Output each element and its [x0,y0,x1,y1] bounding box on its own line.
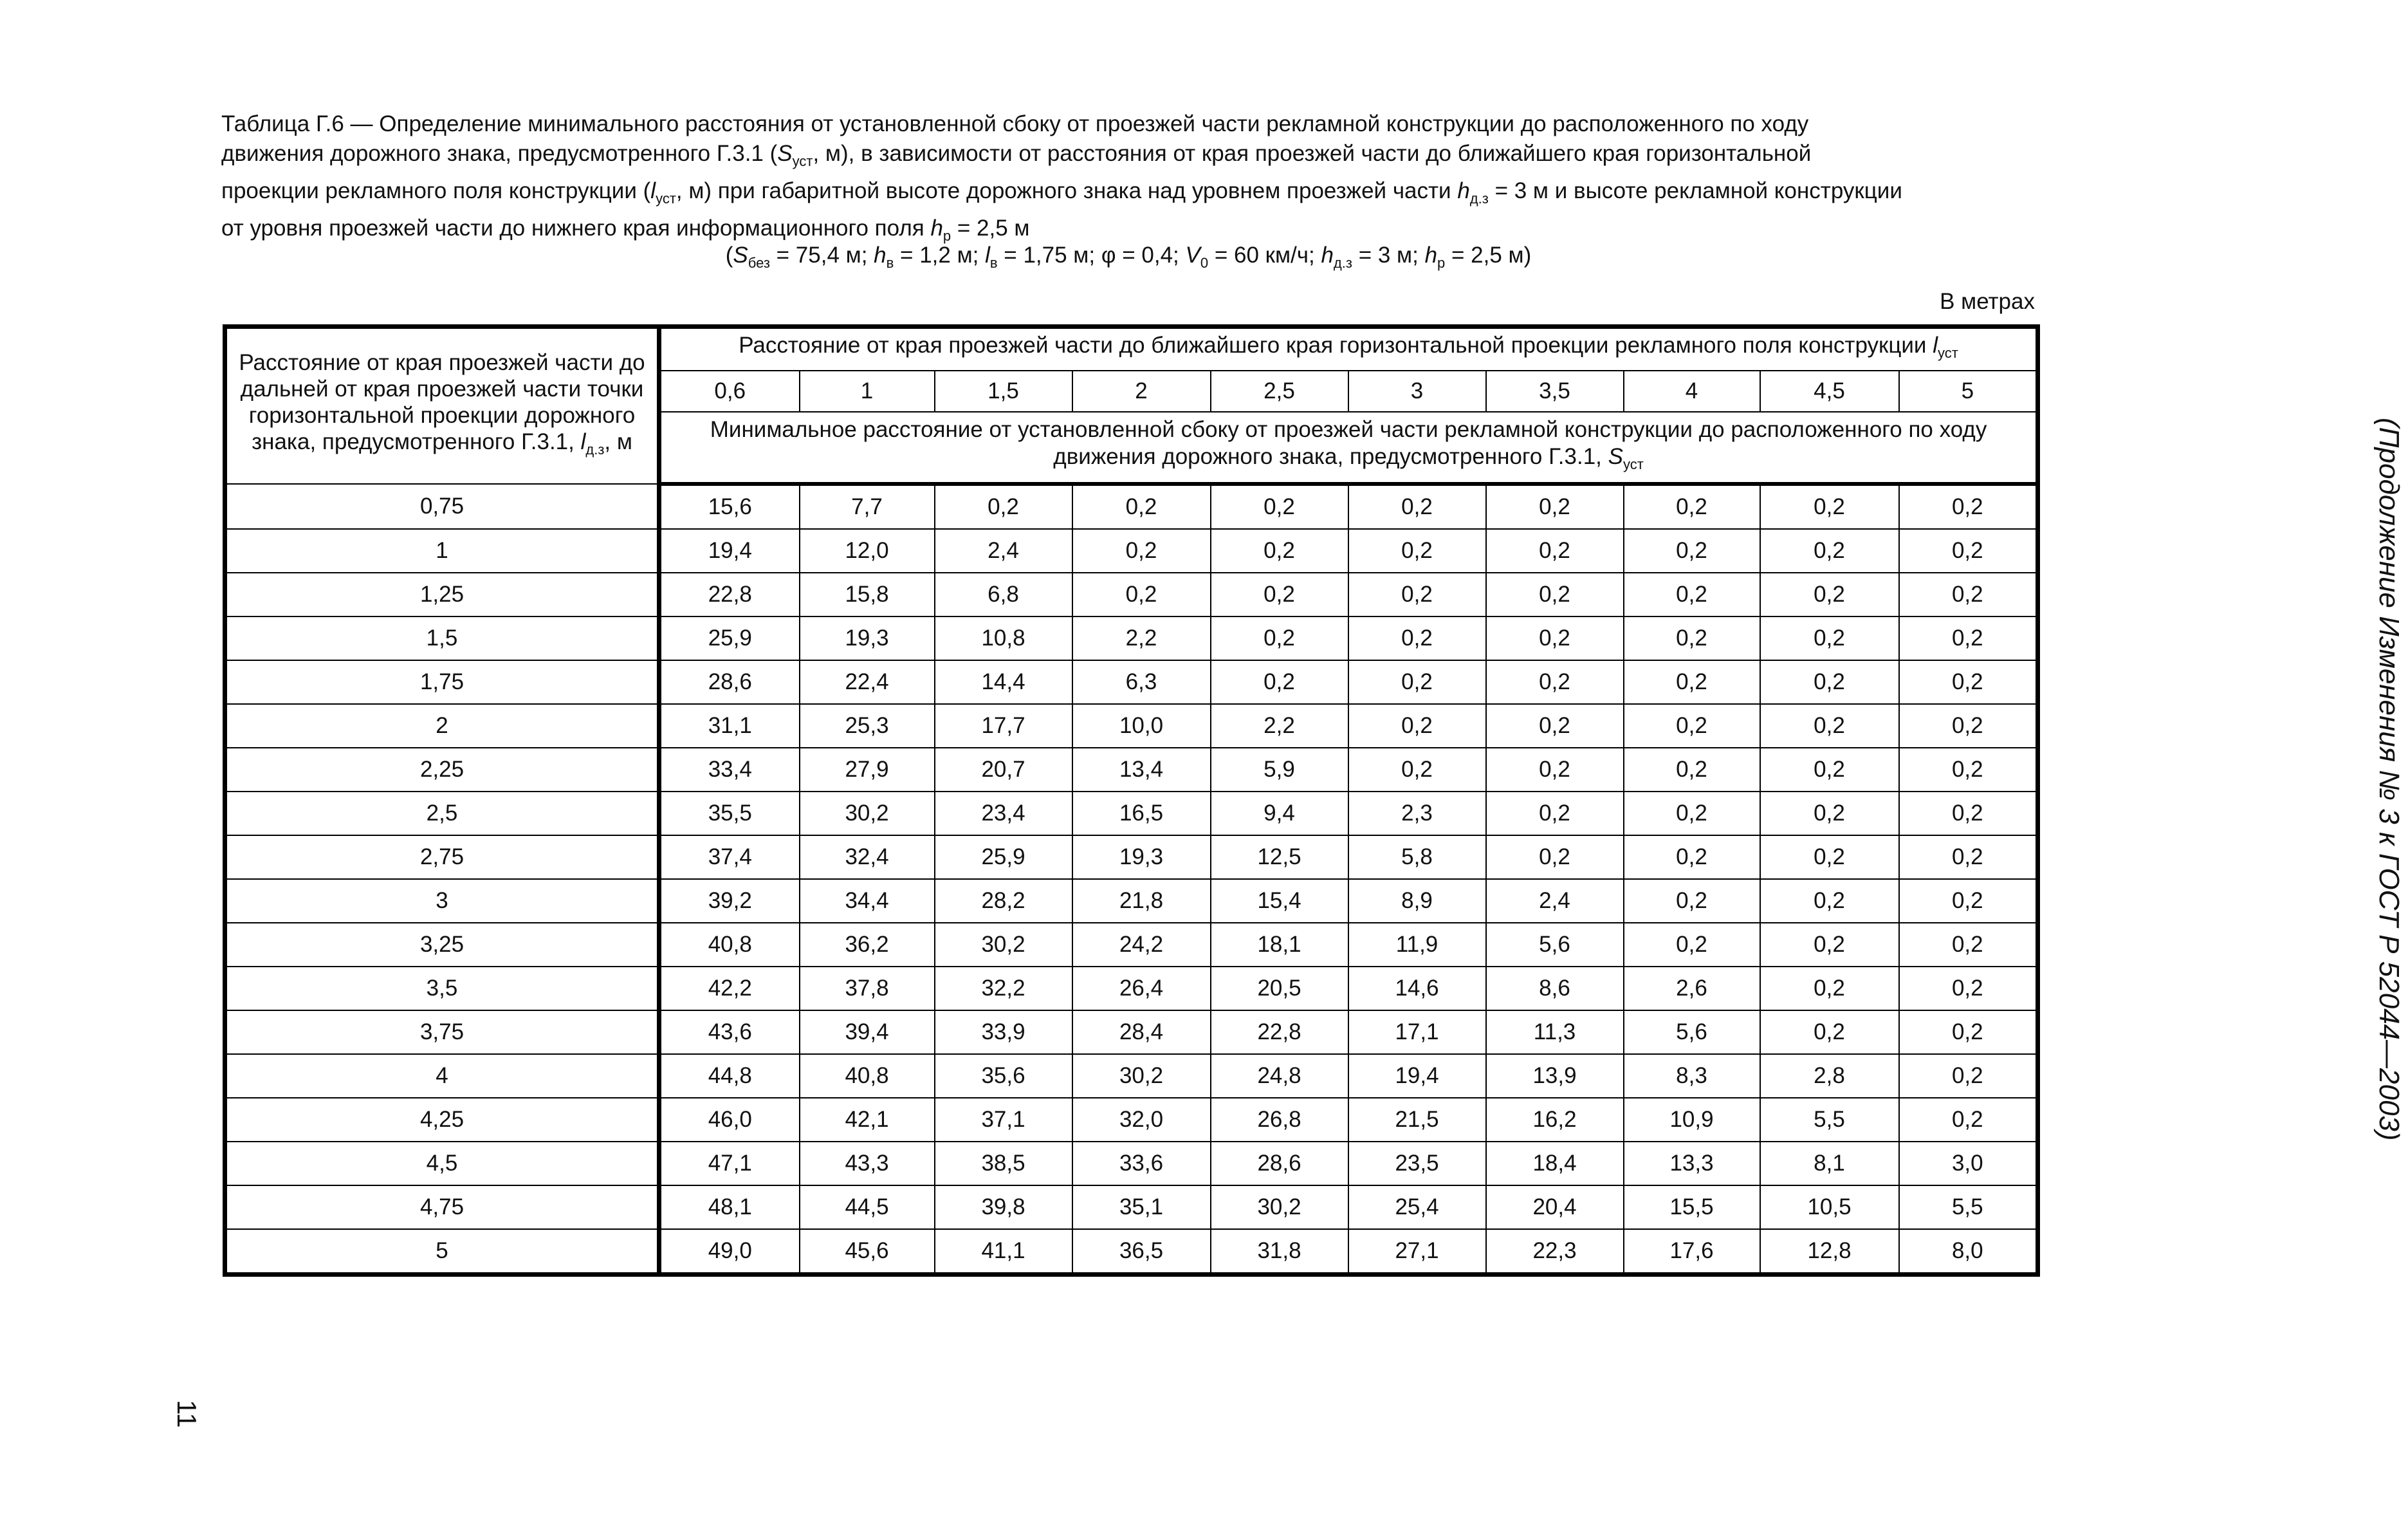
table-cell: 43,6 [659,1010,800,1054]
table-cell: 0,2 [1624,660,1760,704]
table-cell: 0,2 [1760,704,1899,748]
table-cell: 35,6 [935,1054,1072,1098]
table-cell: 33,6 [1072,1142,1211,1185]
table-cell: 0,2 [1899,879,2038,923]
row-label: 3,5 [225,967,659,1010]
table-cell: 30,2 [800,792,935,835]
caption-line-4: от уровня проезжей части до нижнего края информационного поля $h_р = 2,5$ м [221,216,1030,244]
column-header: 3 [1348,371,1486,412]
table-cell: 8,9 [1348,879,1486,923]
units-note: В метрах [1940,289,2035,314]
table-cell: 0,2 [1486,616,1624,660]
table-cell: 20,5 [1211,967,1348,1010]
row-label: 4 [225,1054,659,1098]
table-cell: 12,0 [800,529,935,573]
table-cell: 0,2 [1624,616,1760,660]
table-cell: 0,2 [1486,484,1624,529]
table-cell: 0,2 [1760,923,1899,967]
table-cell: 38,5 [935,1142,1072,1185]
distance-table [223,324,2040,1277]
row-label: 1,25 [225,573,659,616]
table-cell: 40,8 [659,923,800,967]
table-cell: 44,5 [800,1185,935,1229]
table-cell: 5,8 [1348,835,1486,879]
table-cell: 2,2 [1211,704,1348,748]
table-cell: 15,4 [1211,879,1348,923]
table-cell: 28,6 [1211,1142,1348,1185]
table-cell: 24,2 [1072,923,1211,967]
table-cell: 10,9 [1624,1098,1760,1142]
table-cell: 39,2 [659,879,800,923]
table-cell: 2,4 [1486,879,1624,923]
table-cell: 0,2 [1760,748,1899,792]
table-cell: 36,2 [800,923,935,967]
table-cell: 0,2 [1624,835,1760,879]
table-cell: 0,2 [1899,704,2038,748]
table-row [225,1054,2038,1098]
table-cell: 0,2 [1899,660,2038,704]
table-cell: 28,2 [935,879,1072,923]
table-cell: 0,2 [1348,573,1486,616]
table-cell: 5,5 [1760,1098,1899,1142]
row-label: 1,5 [225,616,659,660]
table-cell: 27,9 [800,748,935,792]
table-cell: 0,2 [1348,748,1486,792]
table-cell: 0,2 [1760,792,1899,835]
parameters-line: ($S_{без} = 75,4$ м; $h_в = 1,2$ м; $l_в = 1,75$ м; φ = 0,4; $V_0 = 60$ км/ч; $h_{д.з} = 3$ м; $h_р = 2,5$ м) [725,243,1532,271]
column-header: 1 [800,371,935,412]
table-cell: 31,1 [659,704,800,748]
row-label: 4,75 [225,1185,659,1229]
row-label: 0,75 [225,484,659,529]
table-cell: 0,2 [1348,484,1486,529]
table-cell: 0,2 [1624,748,1760,792]
table-cell: 37,8 [800,967,935,1010]
corner-header: Расстояние от края проезжей части до дальней от края проезжей части точки горизонтальной проекции дорожного знака, предусмотренного Г.3.1, $l_{д.з}$, м [225,327,659,485]
table-cell: 19,4 [1348,1054,1486,1098]
table-cell: 40,8 [800,1054,935,1098]
table-cell: 45,6 [800,1229,935,1275]
table-row [225,704,2038,748]
top-header: Расстояние от края проезжей части до ближайшего края горизонтальной проекции рекламного поля конструкции $l_{уст}$ [659,327,2038,371]
table-cell: 0,2 [1899,1054,2038,1098]
table-cell: 48,1 [659,1185,800,1229]
table-cell: 0,2 [1899,529,2038,573]
table-cell: 0,2 [1899,616,2038,660]
row-label: 1 [225,529,659,573]
table-cell: 22,3 [1486,1229,1624,1275]
table-cell: 37,4 [659,835,800,879]
caption-line-2: движения дорожного знака, предусмотренного Г.3.1 ($S_{уст}$, м), в зависимости от расстояния от края проезжей части до ближайшего края горизонтальной [221,141,1812,169]
table-cell: 0,2 [1486,573,1624,616]
table-cell: 35,5 [659,792,800,835]
table-cell: 0,2 [1899,923,2038,967]
table-cell: 33,9 [935,1010,1072,1054]
table-cell: 0,2 [1899,573,2038,616]
table-row [225,573,2038,616]
table-cell: 0,2 [1211,616,1348,660]
table-cell: 0,2 [1760,879,1899,923]
table-cell: 6,3 [1072,660,1211,704]
table-cell: 0,2 [1211,573,1348,616]
table-cell: 0,2 [1624,923,1760,967]
table-cell: 0,2 [1348,529,1486,573]
table-cell: 16,2 [1486,1098,1624,1142]
table-cell: 10,8 [935,616,1072,660]
table-cell: 0,2 [1899,1010,2038,1054]
table-cell: 0,2 [1486,792,1624,835]
table-cell: 5,6 [1624,1010,1760,1054]
row-label: 1,75 [225,660,659,704]
column-header: 2,5 [1211,371,1348,412]
table-cell: 31,8 [1211,1229,1348,1275]
table-cell: 14,4 [935,660,1072,704]
table-cell: 0,2 [1624,704,1760,748]
table-cell: 18,1 [1211,923,1348,967]
table-cell: 0,2 [1486,660,1624,704]
table-cell: 30,2 [935,923,1072,967]
table-cell: 39,4 [800,1010,935,1054]
table-cell: 23,4 [935,792,1072,835]
caption-line-1: Таблица Г.6 — Определение минимального расстояния от установленной сбоку от проезжей части рекламной конструкции до расположенного по ходу [221,111,1809,136]
table-cell: 25,3 [800,704,935,748]
table-cell: 13,4 [1072,748,1211,792]
table-cell: 22,8 [659,573,800,616]
table-cell: 5,9 [1211,748,1348,792]
table-cell: 26,8 [1211,1098,1348,1142]
table-row [225,835,2038,879]
table-cell: 25,9 [935,835,1072,879]
table-cell: 24,8 [1211,1054,1348,1098]
table-cell: 14,6 [1348,967,1486,1010]
table-cell: 39,8 [935,1185,1072,1229]
table-cell: 16,5 [1072,792,1211,835]
table-cell: 0,2 [1486,704,1624,748]
table-cell: 25,9 [659,616,800,660]
table-row [225,616,2038,660]
table-cell: 19,3 [1072,835,1211,879]
table-cell: 42,2 [659,967,800,1010]
table-cell: 0,2 [1486,748,1624,792]
table-row [225,529,2038,573]
table-cell: 17,1 [1348,1010,1486,1054]
table-cell: 15,5 [1624,1185,1760,1229]
table-cell: 37,1 [935,1098,1072,1142]
table-cell: 30,2 [1211,1185,1348,1229]
row-label: 5 [225,1229,659,1275]
row-label: 2 [225,704,659,748]
table-cell: 33,4 [659,748,800,792]
table-cell: 21,8 [1072,879,1211,923]
table-cell: 9,4 [1211,792,1348,835]
table-row [225,923,2038,967]
column-header: 4 [1624,371,1760,412]
table-cell: 2,8 [1760,1054,1899,1098]
table-cell: 28,6 [659,660,800,704]
table-cell: 0,2 [1348,660,1486,704]
column-header: 5 [1899,371,2038,412]
table-row [225,879,2038,923]
side-title: (Продолжение Изменения № 3 к ГОСТ Р 52044—2003) [2373,418,2405,1141]
table-cell: 0,2 [1899,748,2038,792]
table-cell: 8,3 [1624,1054,1760,1098]
table-cell: 0,2 [1899,1098,2038,1142]
table-cell: 0,2 [1072,529,1211,573]
table-cell: 11,3 [1486,1010,1624,1054]
table-cell: 0,2 [1348,616,1486,660]
table-cell: 5,6 [1486,923,1624,967]
table-cell: 35,1 [1072,1185,1211,1229]
table-cell: 8,1 [1760,1142,1899,1185]
table-caption [221,109,2036,251]
table-cell: 0,2 [1899,835,2038,879]
table-cell: 0,2 [1486,835,1624,879]
table-cell: 26,4 [1072,967,1211,1010]
caption-line-3: проекции рекламного поля конструкции ($l_{уст}$, м) при габаритной высоте дорожного знака над уровнем проезжей части $h_{д.з} = 3$ м и высоте рекламной конструкции [221,178,1902,207]
table-body [225,484,2038,1275]
table-cell: 32,4 [800,835,935,879]
table-cell: 30,2 [1072,1054,1211,1098]
table-cell: 19,3 [800,616,935,660]
table-cell: 46,0 [659,1098,800,1142]
table-cell: 0,2 [1072,573,1211,616]
sub-header: Минимальное расстояние от установленной сбоку от проезжей части рекламной конструкции до расположенного по ходу движения дорожного знака, предусмотренного Г.3.1, $S_{уст}$ [659,412,2038,484]
table-cell: 0,2 [1760,835,1899,879]
table-cell: 32,2 [935,967,1072,1010]
row-label: 2,25 [225,748,659,792]
table-cell: 0,2 [1760,484,1899,529]
table-cell: 0,2 [1760,1010,1899,1054]
table-cell: 5,5 [1899,1185,2038,1229]
table-cell: 49,0 [659,1229,800,1275]
table-cell: 43,3 [800,1142,935,1185]
table-cell: 0,2 [935,484,1072,529]
table-cell: 0,2 [1899,967,2038,1010]
table-cell: 28,4 [1072,1010,1211,1054]
table-row [225,748,2038,792]
column-header: 1,5 [935,371,1072,412]
table-cell: 0,2 [1760,616,1899,660]
table-row [225,1098,2038,1142]
table-cell: 17,7 [935,704,1072,748]
table-cell: 0,2 [1624,573,1760,616]
row-label: 2,5 [225,792,659,835]
table-cell: 18,4 [1486,1142,1624,1185]
table-cell: 32,0 [1072,1098,1211,1142]
table-cell: 0,2 [1624,529,1760,573]
table-cell: 0,2 [1072,484,1211,529]
table-cell: 0,2 [1486,529,1624,573]
table-cell: 6,8 [935,573,1072,616]
table-cell: 11,9 [1348,923,1486,967]
table-cell: 22,8 [1211,1010,1348,1054]
table-cell: 12,8 [1760,1229,1899,1275]
column-header: 2 [1072,371,1211,412]
table-cell: 13,3 [1624,1142,1760,1185]
table-cell: 23,5 [1348,1142,1486,1185]
page-number: 11 [172,1400,202,1428]
table-cell: 0,2 [1760,529,1899,573]
table-row [225,484,2038,529]
table-cell: 0,2 [1624,484,1760,529]
table-cell: 20,4 [1486,1185,1624,1229]
row-label: 4,25 [225,1098,659,1142]
table-row [225,792,2038,835]
column-header: 4,5 [1760,371,1899,412]
table-cell: 0,2 [1211,660,1348,704]
row-label: 3,75 [225,1010,659,1054]
table-cell: 12,5 [1211,835,1348,879]
table-cell: 21,5 [1348,1098,1486,1142]
table-cell: 27,1 [1348,1229,1486,1275]
table-cell: 0,2 [1348,704,1486,748]
table-cell: 15,6 [659,484,800,529]
table-row [225,1229,2038,1275]
table-cell: 47,1 [659,1142,800,1185]
table-cell: 10,0 [1072,704,1211,748]
table-row [225,1142,2038,1185]
table-cell: 41,1 [935,1229,1072,1275]
row-label: 3,25 [225,923,659,967]
table-cell: 0,2 [1899,792,2038,835]
table-cell: 2,6 [1624,967,1760,1010]
table-cell: 0,2 [1211,529,1348,573]
table-cell: 2,2 [1072,616,1211,660]
table-cell: 42,1 [800,1098,935,1142]
row-label: 3 [225,879,659,923]
table-cell: 0,2 [1211,484,1348,529]
table-cell: 0,2 [1624,879,1760,923]
table-cell: 13,9 [1486,1054,1624,1098]
table-cell: 8,0 [1899,1229,2038,1275]
table-cell: 10,5 [1760,1185,1899,1229]
table-cell: 22,4 [800,660,935,704]
table-cell: 0,2 [1899,484,2038,529]
table-row [225,660,2038,704]
table-cell: 20,7 [935,748,1072,792]
table-cell: 44,8 [659,1054,800,1098]
table-cell: 19,4 [659,529,800,573]
table-row [225,1185,2038,1229]
row-label: 2,75 [225,835,659,879]
table-row [225,1010,2038,1054]
table-cell: 0,2 [1760,967,1899,1010]
table-cell: 3,0 [1899,1142,2038,1185]
row-label: 4,5 [225,1142,659,1185]
table-cell: 8,6 [1486,967,1624,1010]
table-row [225,967,2038,1010]
table-cell: 2,3 [1348,792,1486,835]
table-cell: 2,4 [935,529,1072,573]
table-cell: 0,2 [1760,573,1899,616]
table-cell: 17,6 [1624,1229,1760,1275]
table-cell: 15,8 [800,573,935,616]
table-cell: 7,7 [800,484,935,529]
table-cell: 36,5 [1072,1229,1211,1275]
table-cell: 34,4 [800,879,935,923]
column-header: 0,6 [659,371,800,412]
table-cell: 0,2 [1760,660,1899,704]
table-cell: 25,4 [1348,1185,1486,1229]
column-header: 3,5 [1486,371,1624,412]
table-cell: 0,2 [1624,792,1760,835]
